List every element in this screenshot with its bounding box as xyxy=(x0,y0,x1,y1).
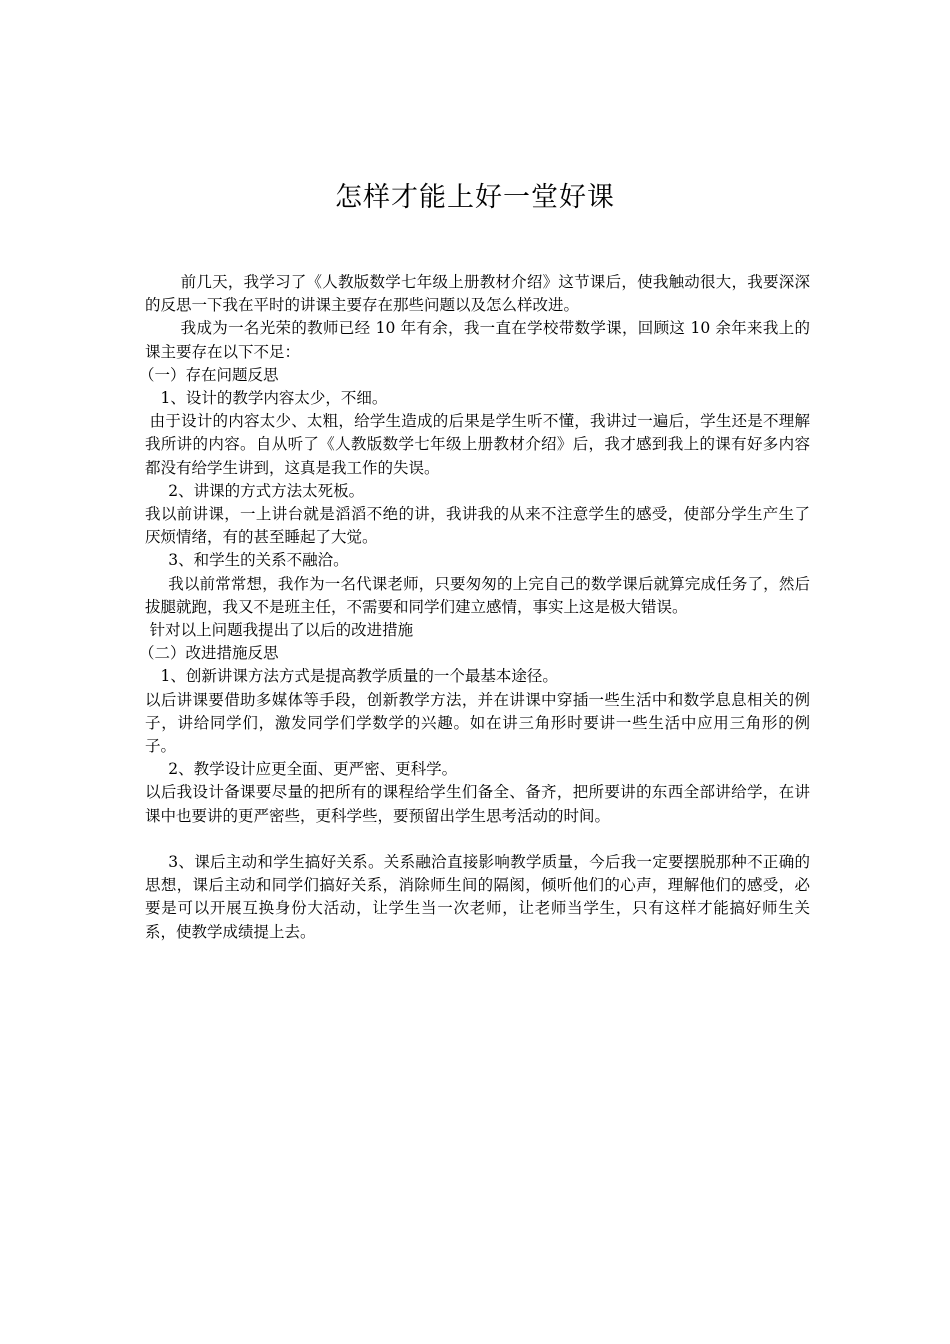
paragraph: 我成为一名光荣的教师已经 10 年有余，我一直在学校带数学课，回顾这 10 余年来我上的课主要存在以下不足： xyxy=(145,319,810,361)
list-item: 1、设计的教学内容太少，不细。 xyxy=(160,389,388,408)
paragraph: 3、课后主动和学生搞好关系。关系融洽直接影响教学质量，今后我一定要摆脱那种不正确的思想，课后主动和同学们搞好关系，消除师生间的隔阂，倾听他们的心声，理解他们的感受，必要是可以开展互换身份大活动，让学生当一次老师，让老师当学生，只有这样才能搞好师生关系，使教学成绩提上去。 xyxy=(145,853,810,941)
paragraph: 以后我设计备课要尽量的把所有的课程给学生们备全、备齐，把所要讲的东西全部讲给学，在讲课中也要讲的更严密些，更科学些，要预留出学生思考活动的时间。 xyxy=(145,783,810,825)
list-item: 2、教学设计应更全面、更严密、更科学。 xyxy=(168,760,458,779)
document-title: 怎样才能上好一堂好课 xyxy=(335,182,615,213)
section-heading: （二）改进措施反思 xyxy=(139,644,279,663)
paragraph: 以后讲课要借助多媒体等手段，创新教学方法，并在讲课中穿插一些生活中和数学息息相关的例子，讲给同学们，激发同学们学数学的兴趣。如在讲三角形时要讲一些生活中应用三角形的例子。 xyxy=(145,690,810,756)
paragraph: 我以前常常想，我作为一名代课老师，只要匆匆的上完自己的数学课后就算完成任务了，然后拔腿就跑，我又不是班主任，不需要和同学们建立感情，事实上这是极大错误。 xyxy=(145,574,810,616)
section-heading: （一）存在问题反思 xyxy=(139,365,279,384)
paragraph: 由于设计的内容太少、太粗，给学生造成的后果是学生听不懂，我讲过一遍后，学生还是不理解我所讲的内容。自从听了《人教版数学七年级上册教材介绍》后，我才感到我上的课有好多内容都没有给学生讲到，这真是我工作的失误。 xyxy=(145,412,810,477)
document-body xyxy=(139,271,810,944)
list-item: 2、讲课的方式方法太死板。 xyxy=(168,481,365,500)
paragraph: 前几天，我学习了《人教版数学七年级上册教材介绍》这节课后，使我触动很大，我要深深的反思一下我在平时的讲课主要存在那些问题以及怎么样改进。 xyxy=(145,273,810,315)
blank-line xyxy=(145,828,810,851)
list-item: 1、创新讲课方法方式是提高教学质量的一个最基本途径。 xyxy=(160,667,558,686)
paragraph: 我以前讲课，一上讲台就是滔滔不绝的讲，我讲我的从来不注意学生的感受，使部分学生产生了厌烦情绪，有的甚至睡起了大觉。 xyxy=(145,505,810,547)
paragraph: 针对以上问题我提出了以后的改进措施 xyxy=(149,621,414,640)
list-item: 3、和学生的关系不融洽。 xyxy=(168,551,349,570)
